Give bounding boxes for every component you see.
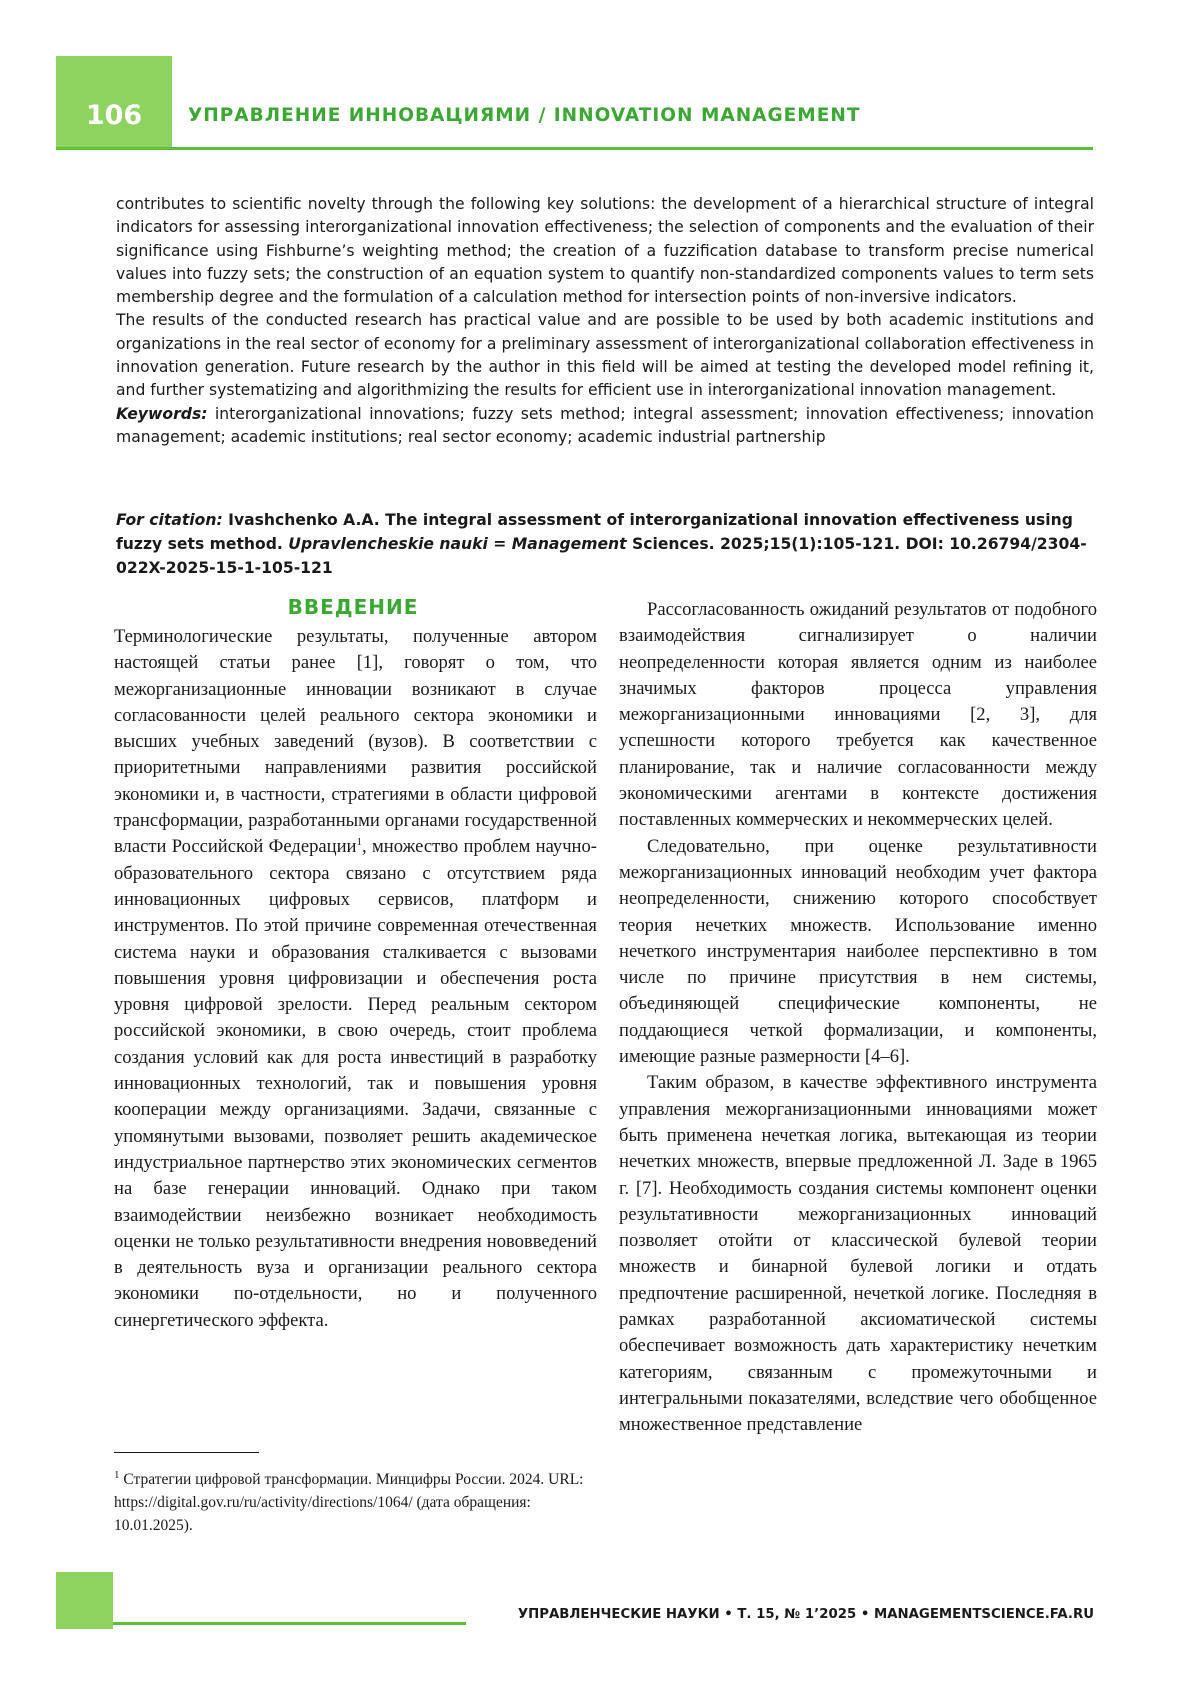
citation (116, 508, 1094, 580)
keywords-text: interorganizational innovations; fuzzy sets method; integral assessment; innovation effectiveness; innovation management; academic institutions; real sector economy; academic industrial partnership (116, 404, 1094, 446)
page-number: 106 (85, 100, 143, 131)
footer-text: УПРАВЛЕНЧЕСКИЕ НАУКИ • Т. 15, № 1’2025 • MANAGEMENTSCIENCE.FA.RU (517, 1607, 1094, 1622)
journal-section-title: УПРАВЛЕНИЕ ИННОВАЦИЯМИ / INNOVATION MANAGEMENT (188, 105, 861, 126)
body-column-left (114, 624, 597, 1334)
keywords-label: Keywords: (116, 404, 208, 423)
footnote (114, 1468, 600, 1537)
body-column-right (619, 597, 1097, 1439)
intro-paragraph-2: Рассогласованность ожиданий результатов от подобного взаимодействия сигнализирует о наличии неопределенности которая является одним из наиболее значимых факторов процесса управления межорганизационными инновациями [2, 3], для успешности которого требуется как качественное планирование, так и наличие согласованности между экономическими агентами в контексте достижения поставленных коммерческих и некоммерческих целей. (619, 599, 1097, 831)
footnote-reference: 1 (356, 836, 362, 849)
footer-accent-box (56, 1572, 113, 1629)
intro-text-part-1: Терминологические результаты, полученные автором настоящей статьи ранее [1], говорят о том, что межорганизационные инновации возникают в случае согласованности целей реального сектора экономики и высших учебных заведений (вузов). В соответствии с приоритетными направлениями развития российской экономики и, в частности, стратегиями в области цифровой трансформации, разработанными органами государственной власти Российской Федерации (114, 626, 597, 858)
intro-paragraph-1 (114, 624, 597, 1334)
abstract-paragraph-2: The results of the conducted research has practical value and are possible to be used by both academic institutions and organizations in the real sector of economy for a preliminary assessment of interorganizational collaboration effectiveness in innovation generation. Future research by the author in this field will be aimed at testing the developed model refining it, and further systematizing and algorithmizing the results for efficient use in interorganizational innovation management. (116, 311, 1094, 400)
footnote-marker: 1 (114, 1468, 120, 1481)
page-number-box (56, 56, 172, 147)
keywords (116, 403, 1094, 450)
intro-paragraph-3: Следовательно, при оценке результативности межорганизационных инноваций необходим учет фактора неопределенности, снижению которого способствует теория нечетких множеств. Использование именно нечеткого инструментария наиболее перспективно в том числе по причине присутствия в нем системы, объединяющей специфические компоненты, не поддающиеся четкой формализации, и компоненты, имеющие разные размерности [4–6]. (619, 835, 1097, 1068)
citation-label: For citation: (116, 511, 223, 529)
footnote-divider (114, 1452, 259, 1453)
citation-details: Sciences. 2025;15(1):105-121. DOI: 10.26794/2304-022X-2025-15-1-105-121 (116, 535, 1087, 577)
intro-text-part-2: , множество проблем научно-образовательного сектора связано с отсутствием ряда инновационных цифровых сервисов, платформ и инструментов. По этой причине современная отечественная система науки и образования сталкивается с вызовами повышения уровня цифровизации и обеспечения роста уровня цифровой зрелости. Перед реальным сектором российской экономики, в свою очередь, стоит проблема создания условий как для роста инвестиций в разработку инновационных технологий, так и повышения уровня кооперации между организациями. Задачи, связанные с упомянутыми вызовами, позволяет решить академическое индустриальное партнерство этих экономических сегментов на базе генерации инноваций. Однако при таком взаимодействии неизбежно возникает необходимость оценки не только результативности внедрения нововведений в деятельность вуза и организации реального сектора экономики по-отдельности, но и полученного синергетического эффекта. (114, 836, 598, 1331)
section-heading: ВВЕДЕНИЕ (287, 595, 419, 619)
header-divider (56, 147, 1093, 150)
abstract-paragraph-1: contributes to scientific novelty through the following key solutions: the development of a hierarchical structure of integral indicators for assessing interorganizational innovation effectiveness; the selection of components and the evaluation of their significance using Fishburne’s weighting method; the creation of a fuzzification database to transform precise numerical values into fuzzy sets; the construction of an equation system to quantify non-standardized components values to term sets membership degree and the formulation of a calculation method for intersection points of non-inversive indicators. (116, 195, 1094, 307)
footnote-text: Стратегии цифровой трансформации. Минцифры России. 2024. URL: https://digital.gov.ru/ru/activity/directions/1064/ (дата обращения: 10.01.2025). (114, 1471, 584, 1534)
abstract (116, 193, 1094, 449)
citation-journal: Upravlencheskie nauki = Management (288, 535, 627, 553)
citation-authors-title: Ivashchenko A.A. The integral assessment of interorganizational innovation effectiveness using fuzzy sets method. (116, 511, 1073, 553)
footer-divider (113, 1622, 466, 1625)
intro-paragraph-4: Таким образом, в качестве эффективного инструмента управления межорганизационными инновациями может быть применена нечеткая логика, вытекающая из теории нечетких множеств, впервые предложенной Л. Заде в 1965 г. [7]. Необходимость создания системы компонент оценки результативности межорганизационных инноваций позволяет отойти от классической булевой теории множеств и бинарной булевой логики и отдать предпочтение расширенной, нечеткой логике. Последняя в рамках разработанной аксиоматической системы обеспечивает возможность дать характеристику нечетким категориям, связанным с промежуточными и интегральными показателями, вследствие чего обобщенное множественное представление (619, 1072, 1097, 1436)
